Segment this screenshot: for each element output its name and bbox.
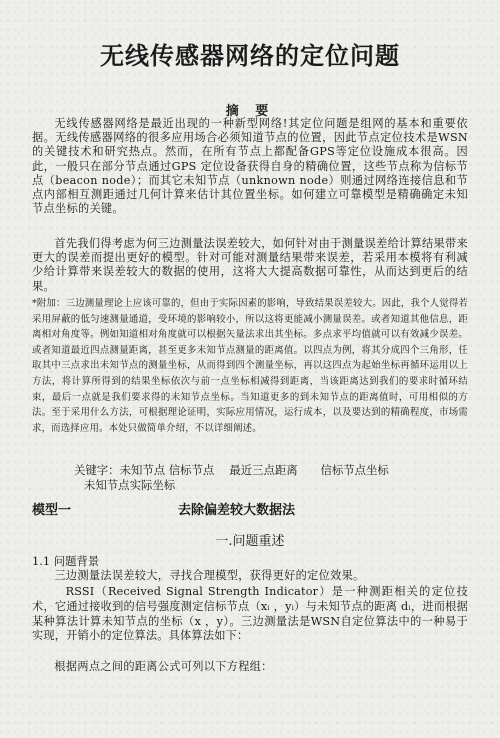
body-paragraph-3: 根据两点之间的距离公式可列以下方程组： xyxy=(54,660,273,673)
body-paragraph-1: 三边测量法误差较大，寻找合理模型，获得更好的定位效果。 xyxy=(54,569,365,582)
model-heading xyxy=(32,499,468,518)
subsection-heading: 1.1 问题背景 xyxy=(32,554,100,568)
abstract-heading: 摘 要 xyxy=(225,104,275,119)
paper-title: 无线传感器网络的定位问题 xyxy=(100,42,400,70)
model-title: 去除偏差较大数据法 xyxy=(178,503,296,518)
model-label: 模型一 xyxy=(32,503,72,518)
section-heading: 一.问题重述 xyxy=(215,534,285,549)
body-paragraph-2: RSSI（Received Signal Strength Indicator）是一种测距相关的定位技术，它通过接收到的信号强度测定信标节点（xᵢ ，yᵢ）与未知节点的距离 dᵢ，进而根据某种算法计算未知节点的坐标（x ，y）。三边测量法是WSN自定位算法中的一种易于实现，开销小的定位算法。具体算法如下： xyxy=(32,585,468,643)
appendix-note: *附加：三边测量理论上应该可靠的，但由于实际因素的影响，导致结果误差较大。因此，我个人觉得若采用屏蔽的低匀速测量通道，受环境的影响较小，所以这将更能减小测量误差。或者知道其他信息，距离相对角度等。例如知道相对角度就可以根据矢量法求出其坐标。多点求平均值就可以有效减少误差。或者知道最近四点测量距离，甚至更多未知节点测量的距离值。以四点为例，将其分成四个三角形，任取其中三点求出未知节点的测量坐标，从而得到四个测量坐标，再以这四点为起始坐标再循环运用以上方法，将计算所得到的结果坐标依次与前一点坐标相减得到距离，当该距离达到我们的要求时循环结束，最后一点就是我们要求得的未知节点坐标。当知道更多的到未知节点的距离值时，可用相似的方法。至于采用什么方法，可根据理论证明，实际应用情况，运行成本，以及要达到的精确程度，市场需求，而选择应用。本处只做简单介绍，不以详细阐述。 xyxy=(32,298,468,434)
abstract-paragraph-2: 首先我们得考虑为何三边测量法误差较大，如何针对由于测量误差给计算结果带来更大的误差而提出更好的模型。针对可能对测量结果带来误差，若采用本模将有利减少给计算带来误差较大的数据的使用，这将大大提高数据可靠性，从而达到更后的结果。 xyxy=(32,237,468,293)
keywords xyxy=(32,463,468,493)
keywords-line-2: 未知节点实际坐标 xyxy=(84,478,176,492)
abstract-paragraph-1: 无线传感器网络是最近出现的一种新型网络!其定位问题是组网的基本和重要依据。无线传感器网络的很多应用场合必须知道节点的位置，因此节点定位技术是WSN的关键技术和研究热点。然而，在所有节点上都配备GPS等定位设施成本很高。因此，一般只在部分节点通过GPS 定位设备获得自身的精确位置，这些节点称为信标节点（beacon node）；而其它未知节点（unknown node）则通过网络连接信息和节点内部相互测距通过几何计算来估计其位置坐标。如何建立可靠模型是精确确定未知节点坐标的关键。 xyxy=(32,117,468,216)
keywords-line-1: 关键字：未知节点 信标节点 最近三点距离 信标节点坐标 xyxy=(74,463,389,477)
